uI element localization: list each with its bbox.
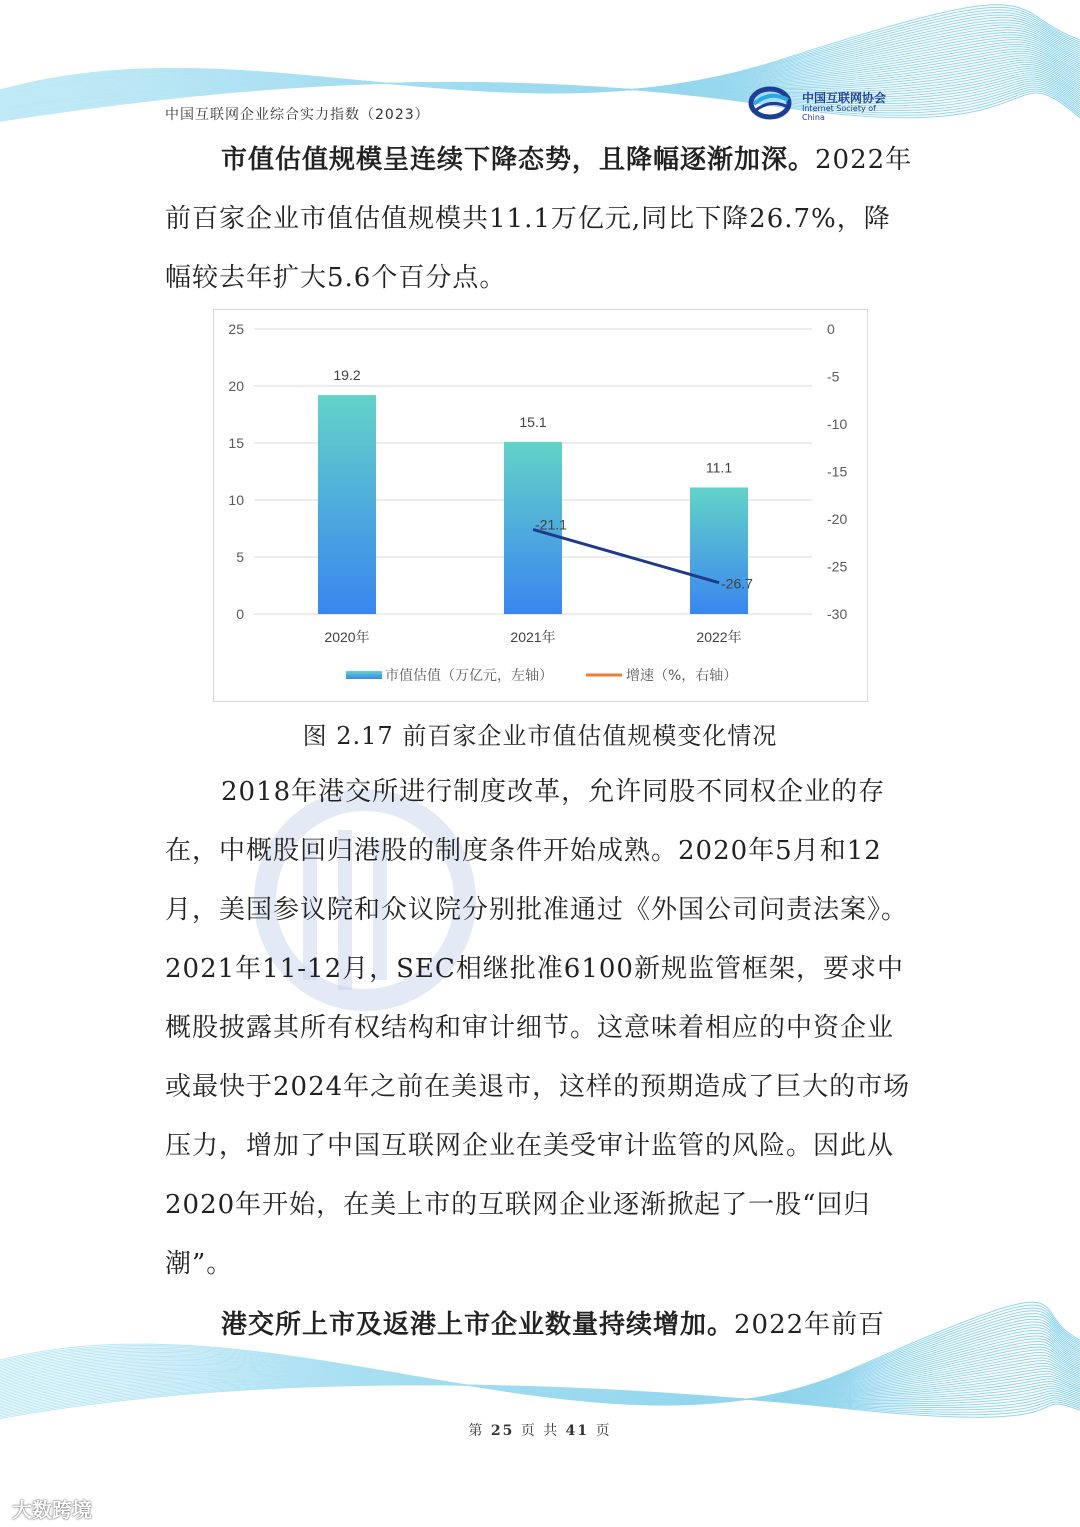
bar-data-label: 19.2: [333, 367, 361, 384]
isc-logo-icon: [748, 86, 796, 120]
y-left-tick-label: 20: [228, 378, 244, 394]
y-left-tick-label: 15: [228, 435, 244, 451]
y-left-tick-label: 5: [236, 549, 244, 565]
y-right-tick-label: -20: [827, 511, 848, 527]
paragraph-hk-reform: 2018年港交所进行制度改革，允许同股不同权企业的存在，中概股回归港股的制度条件开始成熟。2020年5月和12月，美国参议院和众议院分别批准通过《外国公司问责法案》。2021年11-12月，SEC相继批准6100新规监管框架，要求中概股披露其所有权结构和审计细节。这意味着相应的中资企业或最快于2024年之前在美退市，这样的预期造成了巨大的市场压力，增加了中国互联网企业在美受审计监管的风险。因此从2020年开始，在美上市的互联网企业逐渐掀起了一股“回归潮”。: [165, 777, 911, 1279]
legend-swatch-bar: [346, 671, 382, 679]
bar-2020年: [318, 395, 376, 614]
line-data-label: -21.1: [535, 516, 567, 533]
x-tick-label: 2022年: [696, 629, 742, 645]
watermark-corner-text: 大数跨境: [12, 1498, 92, 1522]
page-suffix: 页: [595, 1423, 612, 1439]
y-left-tick-label: 10: [228, 492, 244, 508]
x-tick-label: 2020年: [324, 629, 370, 645]
paragraph-hk-listings-lead: 港交所上市及返港上市企业数量持续增加。: [221, 1310, 735, 1340]
y-right-tick-label: -5: [827, 368, 840, 385]
legend-label-line: 增速（%，右轴）: [626, 668, 738, 684]
market-value-chart: [213, 309, 868, 702]
bar-2022年: [690, 487, 748, 614]
page-prefix: 第: [468, 1423, 485, 1439]
legend-label-bar: 市值估值（万亿元，左轴）: [385, 668, 553, 684]
y-right-tick-label: -10: [827, 416, 848, 432]
paragraph-market-value-lead: 市值估值规模呈连续下降态势，且降幅逐渐加深。: [221, 145, 816, 175]
page-total: 41: [565, 1423, 590, 1439]
paragraph-market-value: [165, 131, 917, 308]
figure-caption: 图 2.17 前百家企业市值估值规模变化情况: [302, 722, 778, 750]
y-right-tick-label: -15: [827, 463, 848, 480]
y-right-tick-label: -30: [827, 606, 848, 622]
page-footer: [0, 1420, 1080, 1440]
y-left-tick-label: 25: [228, 321, 244, 337]
x-tick-label: 2021年: [510, 629, 556, 645]
isc-logo: [748, 86, 898, 120]
page-number: 25: [490, 1423, 515, 1439]
y-left-tick-label: 0: [236, 606, 244, 622]
line-data-label: -26.7: [721, 575, 753, 592]
paragraph-hk-listings: [165, 1296, 917, 1355]
y-right-tick-label: -25: [827, 558, 848, 575]
y-right-tick-label: 0: [827, 321, 835, 337]
bar-data-label: 15.1: [519, 413, 547, 430]
logo-english-name: Internet Society of China: [802, 104, 876, 122]
page-mid: 页 共: [520, 1423, 560, 1439]
paragraph-hk-listings-body: 2022年前百: [734, 1310, 886, 1340]
bar-data-label: 11.1: [705, 459, 733, 476]
logo-chinese-name: 中国互联网协会: [802, 91, 887, 105]
paragraph-market-value-body: 2022年前百家企业市值估值规模共11.1万亿元,同比下降26.7%，降幅较去年扩大5.6个百分点。: [165, 145, 913, 293]
document-header-title: 中国互联网企业综合实力指数（2023）: [165, 107, 430, 123]
